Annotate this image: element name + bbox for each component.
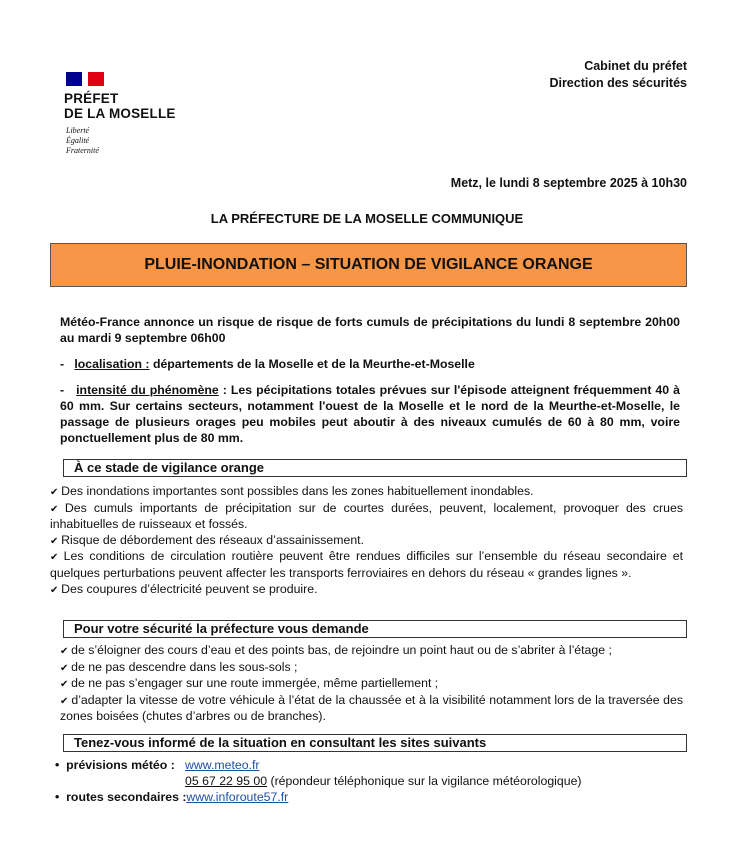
date-line: Metz, le lundi 8 septembre 2025 à 10h30 bbox=[450, 176, 687, 190]
meteo-link[interactable]: www.meteo.fr bbox=[185, 758, 260, 772]
list-item-text: Des coupures d’électricité peuvent se produire. bbox=[61, 581, 318, 596]
list-item-text: de s’éloigner des cours d’eau et des points bas, de rejoindre un point haut ou de s’abriter à l’étage ; bbox=[71, 643, 612, 657]
meteo-item: • prévisions météo : bbox=[55, 758, 175, 772]
securite-list bbox=[60, 643, 683, 725]
list-item-text: d’adapter la vitesse de votre véhicule à l’état de la chaussée et à la visibilité notamment lors de la traversée des zones boisées (chutes d’arbres ou de branches). bbox=[60, 692, 683, 724]
routes-link[interactable]: www.inforoute57.fr bbox=[186, 790, 289, 804]
check-icon: ✔ bbox=[60, 662, 72, 674]
check-icon: ✔ bbox=[50, 552, 64, 564]
check-icon: ✔ bbox=[60, 679, 72, 691]
meteo-label: prévisions météo : bbox=[66, 758, 175, 772]
section-securite-header: Pour votre sécurité la préfecture vous demande bbox=[63, 620, 687, 638]
routes-label: routes secondaires : bbox=[66, 790, 187, 804]
list-item bbox=[60, 660, 683, 677]
localisation-paragraph: - localisation : départements de la Moselle et de la Meurthe-et-Moselle bbox=[60, 357, 475, 371]
localisation-label: localisation : bbox=[74, 357, 150, 371]
vigilance-list bbox=[50, 484, 683, 598]
devise-1: Liberté bbox=[66, 126, 90, 135]
devise bbox=[66, 126, 99, 156]
cabinet: Cabinet du préfet bbox=[584, 59, 687, 73]
list-item-text: de ne pas descendre dans les sous-sols ; bbox=[71, 659, 298, 674]
list-item-text: Des inondations importantes sont possibles dans les zones habituellement inondables. bbox=[61, 484, 534, 498]
intensite-label: intensité du phénomène bbox=[76, 383, 219, 397]
list-item bbox=[60, 693, 683, 725]
devise-3: Fraternité bbox=[66, 146, 99, 155]
list-item bbox=[50, 484, 683, 501]
banner-title: PLUIE-INONDATION – SITUATION DE VIGILANCE ORANGE bbox=[144, 256, 593, 273]
logo-line1: PRÉFET bbox=[64, 91, 119, 106]
phone-note: (répondeur téléphonique sur la vigilance météorologique) bbox=[267, 774, 582, 788]
devise-2: Égalité bbox=[66, 136, 90, 145]
list-item-text: Des cumuls importants de précipitation sur de courtes durées, peuvent, localement, provoquer des crues inhabituelles de ruisseaux et fossés. bbox=[50, 500, 683, 532]
header-right bbox=[549, 58, 687, 92]
check-icon: ✔ bbox=[60, 646, 72, 657]
list-item bbox=[50, 533, 683, 550]
list-item bbox=[60, 643, 683, 660]
check-icon: ✔ bbox=[50, 503, 65, 515]
info-list bbox=[55, 757, 582, 805]
intensite-text: : Les pécipitations totales prévues sur l'épisode atteignent fréquemment 40 à 60 mm. Sur certains secteurs, notamment l'ouest de la Moselle et le nord de la Meurthe-et-Moselle, le passage de plusieurs orages peu mobiles peut aboutir à des niveaux cumulés de 60 à 80 mm, voire ponctuellement plus de 80 mm. bbox=[60, 383, 680, 445]
check-icon: ✔ bbox=[50, 535, 62, 547]
list-item bbox=[50, 549, 683, 581]
localisation-text: départements de la Moselle et de la Meurthe-et-Moselle bbox=[149, 357, 475, 371]
intro-paragraph: Météo-France annonce un risque de risque de forts cumuls de précipitations du lundi 8 septembre 20h00 au mardi 9 septembre 06h00 bbox=[60, 315, 680, 345]
marianne-logo-icon bbox=[66, 72, 104, 86]
phone-number[interactable]: 05 67 22 95 00 bbox=[185, 774, 268, 788]
list-item bbox=[50, 582, 683, 599]
communique-title: LA PRÉFECTURE DE LA MOSELLE COMMUNIQUE bbox=[210, 211, 524, 226]
check-icon: ✔ bbox=[50, 487, 62, 498]
list-item-text: Risque de débordement des réseaux d’assainissement. bbox=[61, 532, 364, 547]
list-item-text: de ne pas s’engager sur une route immergée, même partiellement ; bbox=[71, 676, 439, 691]
direction: Direction des sécurités bbox=[549, 76, 687, 90]
section-vigilance-header: À ce stade de vigilance orange bbox=[63, 459, 687, 477]
routes-item: • routes secondaires : bbox=[55, 790, 187, 804]
vigilance-banner bbox=[50, 243, 687, 287]
list-item bbox=[50, 501, 683, 533]
prefecture-logo bbox=[64, 91, 176, 121]
check-icon: ✔ bbox=[50, 584, 62, 596]
check-icon: ✔ bbox=[60, 695, 72, 707]
logo-line2: DE LA MOSELLE bbox=[64, 106, 176, 121]
list-item-text: Les conditions de circulation routière peuvent être rendues difficiles sur l’ensemble du réseau secondaire et quelques perturbations peuvent affecter les transports ferroviaires en dehors du réseau « grandes lignes ». bbox=[50, 549, 683, 580]
list-item bbox=[60, 676, 683, 693]
section-info-header: Tenez-vous informé de la situation en consultant les sites suivants bbox=[63, 734, 687, 752]
intensite-paragraph: - intensité du phénomène : Les pécipitations totales prévues sur l'épisode atteignent fréquemment 40 à 60 mm. Sur certains secteurs, notamment l'ouest de la Moselle et le nord de la Meurthe-et-Moselle, le passage de plusieurs orages peu mobiles peut aboutir à des niveaux cumulés de 60 à 80 mm, voire ponctuellement plus de 80 mm. bbox=[60, 383, 680, 445]
